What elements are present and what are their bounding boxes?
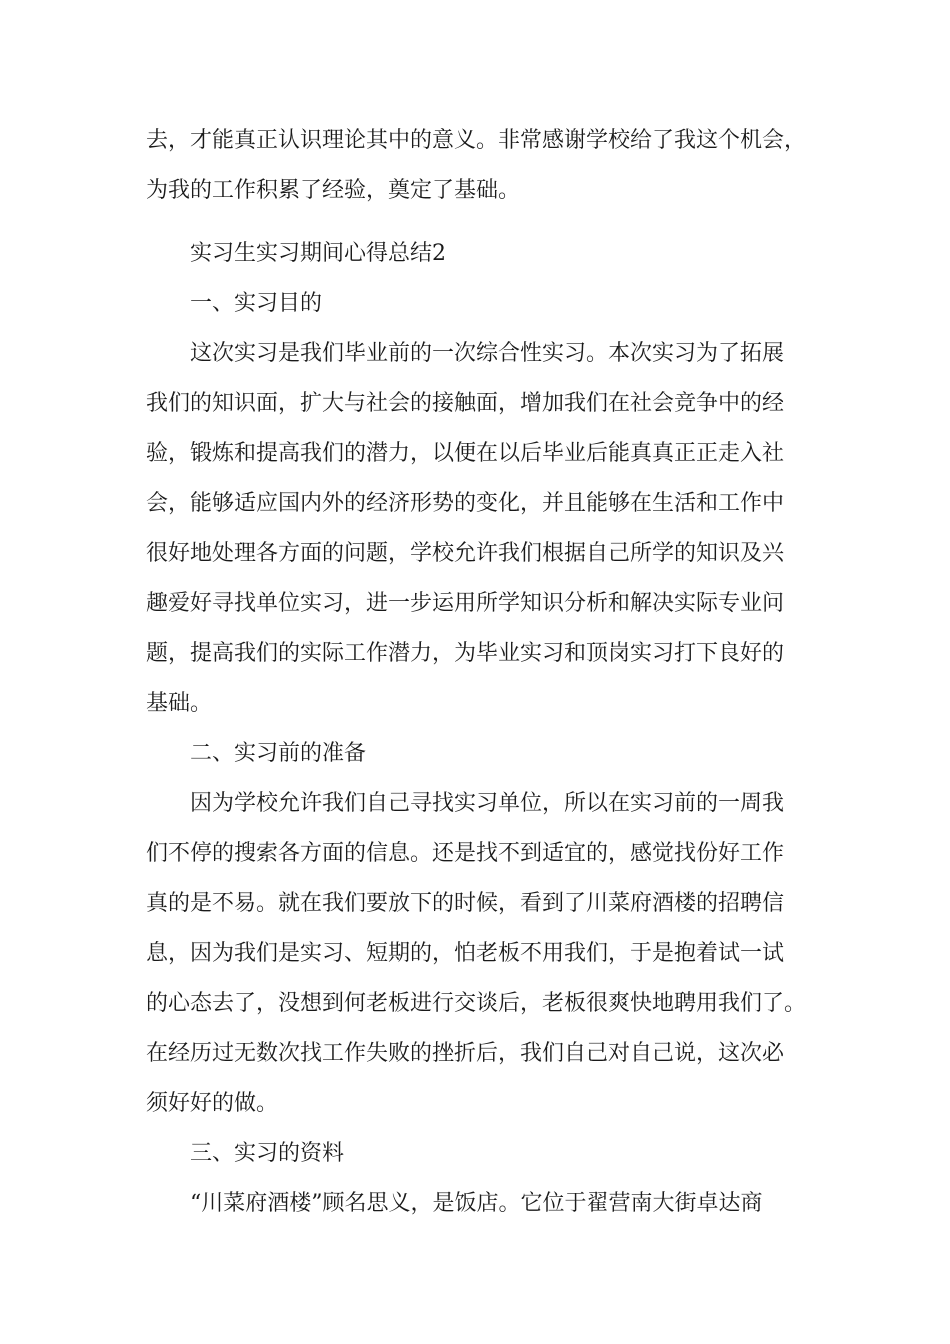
section-title: 实习生实习期间心得总结2 xyxy=(190,241,446,266)
paragraph-line: 息，因为我们是实习、短期的，怕老板不用我们，于是抱着试一试 xyxy=(146,941,785,966)
paragraph-line: 因为学校允许我们自己寻找实习单位，所以在实习前的一周我 xyxy=(190,791,785,816)
paragraph-line: “川菜府酒楼”顾名思义，是饭店。它位于翟营南大街卓达商 xyxy=(190,1191,763,1216)
paragraph-line: 我们的知识面，扩大与社会的接触面，增加我们在社会竞争中的经 xyxy=(146,391,785,416)
paragraph-line: 的心态去了，没想到何老板进行交谈后，老板很爽快地聘用我们了。 xyxy=(146,991,807,1016)
paragraph-line: 很好地处理各方面的问题，学校允许我们根据自己所学的知识及兴 xyxy=(146,541,785,566)
paragraph-line: 们不停的搜索各方面的信息。还是找不到适宜的，感觉找份好工作 xyxy=(146,841,785,866)
paragraph-line: 须好好的做。 xyxy=(146,1091,279,1116)
section-heading: 一、实习目的 xyxy=(190,291,323,316)
paragraph-line: 为我的工作积累了经验，奠定了基础。 xyxy=(146,178,521,203)
section-heading: 二、实习前的准备 xyxy=(190,741,367,766)
paragraph-line: 这次实习是我们毕业前的一次综合性实习。本次实习为了拓展 xyxy=(190,341,785,366)
paragraph-line: 在经历过无数次找工作失败的挫折后，我们自己对自己说，这次必 xyxy=(146,1041,785,1066)
section-heading: 三、实习的资料 xyxy=(190,1141,345,1166)
paragraph-line: 基础。 xyxy=(146,691,213,716)
paragraph-line: 会，能够适应国内外的经济形势的变化，并且能够在生活和工作中 xyxy=(146,491,785,516)
paragraph-line: 验，锻炼和提高我们的潜力，以便在以后毕业后能真真正正走入社 xyxy=(146,441,785,466)
paragraph-line: 去，才能真正认识理论其中的意义。非常感谢学校给了我这个机会， xyxy=(146,128,807,153)
paragraph-line: 趣爱好寻找单位实习，进一步运用所学知识分析和解决实际专业问 xyxy=(146,591,785,616)
paragraph-line: 题，提高我们的实际工作潜力，为毕业实习和顶岗实习打下良好的 xyxy=(146,641,785,666)
paragraph-line: 真的是不易。就在我们要放下的时候，看到了川菜府酒楼的招聘信 xyxy=(146,891,785,916)
